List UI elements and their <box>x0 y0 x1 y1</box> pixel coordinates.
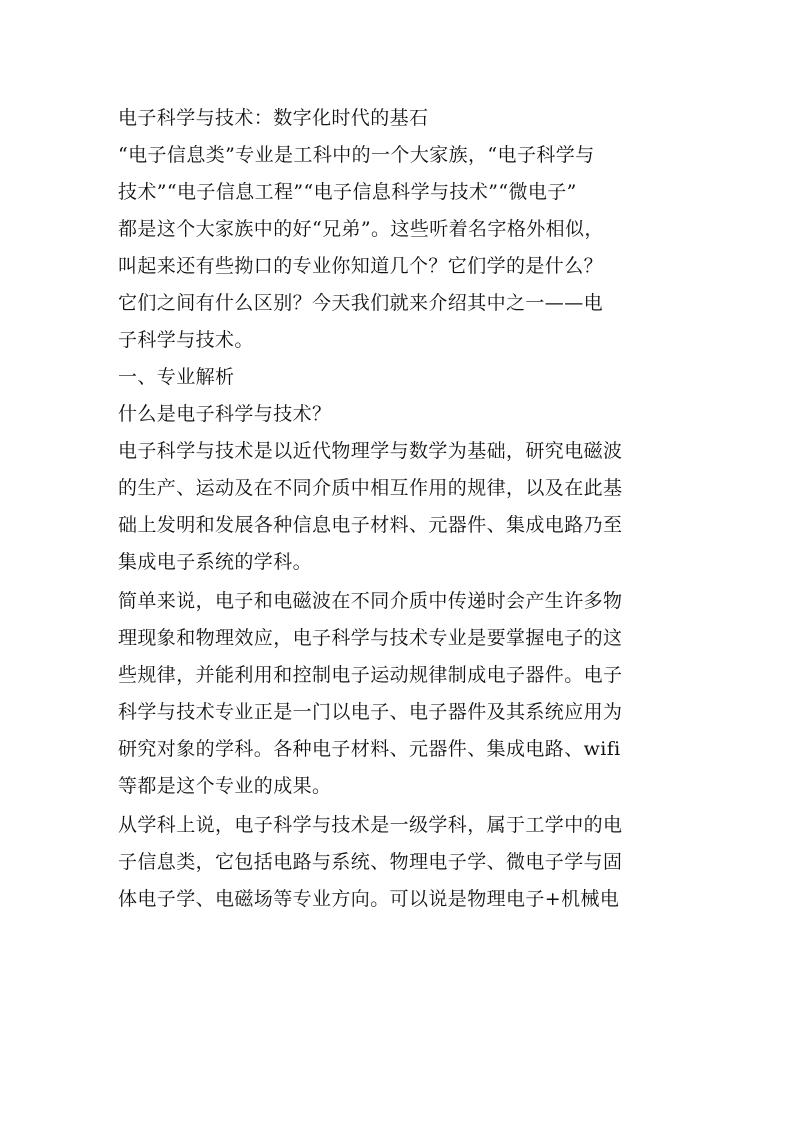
question-heading <box>118 396 676 433</box>
explanation-line: 等都是这个专业的成果。 <box>118 775 332 797</box>
document-body <box>118 100 676 918</box>
explanation-line: 科学与技术专业正是一门以电子、电子器件及其系统应用为 <box>118 701 623 723</box>
simple-explanation-paragraph <box>118 583 676 805</box>
definition-paragraph <box>118 433 676 581</box>
intro-line: 它们之间有什么区别？今天我们就来介绍其中之一——电 <box>118 292 604 314</box>
discipline-line: 从学科上说，电子科学与技术是一级学科，属于工学中的电 <box>118 814 623 836</box>
intro-line: 叫起来还有些拗口的专业你知道几个？它们学的是什么？ <box>118 255 604 277</box>
question-line: 什么是电子科学与技术？ <box>118 403 332 425</box>
title-line: 电子科学与技术：数字化时代的基石 <box>118 107 429 129</box>
explanation-line: 简单来说，电子和电磁波在不同介质中传递时会产生许多物 <box>118 590 623 612</box>
section-heading <box>118 359 676 396</box>
definition-line: 集成电子系统的学科。 <box>118 551 313 573</box>
intro-paragraph <box>118 137 676 359</box>
intro-line: 都是这个大家族中的好“兄弟”。这些听着名字格外相似， <box>118 218 604 240</box>
explanation-line: 些规律，并能利用和控制电子运动规律制成电子器件。电子 <box>118 664 623 686</box>
discipline-line: 体电子学、电磁场等专业方向。可以说是物理电子+机械电 <box>118 888 620 910</box>
section-heading-line: 一、专业解析 <box>118 366 235 388</box>
discipline-paragraph <box>118 807 676 918</box>
explanation-line: 理现象和物理效应，电子科学与技术专业是要掌握电子的这 <box>118 627 623 649</box>
definition-line: 的生产、运动及在不同介质中相互作用的规律，以及在此基 <box>118 477 623 499</box>
definition-line: 电子科学与技术是以近代物理学与数学为基础，研究电磁波 <box>118 440 623 462</box>
document-title <box>118 100 676 137</box>
intro-line: 技术”“电子信息工程”“电子信息科学与技术”“微电子” <box>118 181 577 203</box>
definition-line: 础上发明和发展各种信息电子材料、元器件、集成电路乃至 <box>118 514 623 536</box>
intro-line: “电子信息类”专业是工科中的一个大家族，“电子科学与 <box>118 144 595 166</box>
explanation-line: 研究对象的学科。各种电子材料、元器件、集成电路、wifi <box>118 738 621 760</box>
intro-line: 子科学与技术。 <box>118 329 254 351</box>
discipline-line: 子信息类，它包括电路与系统、物理电子学、微电子学与固 <box>118 851 623 873</box>
